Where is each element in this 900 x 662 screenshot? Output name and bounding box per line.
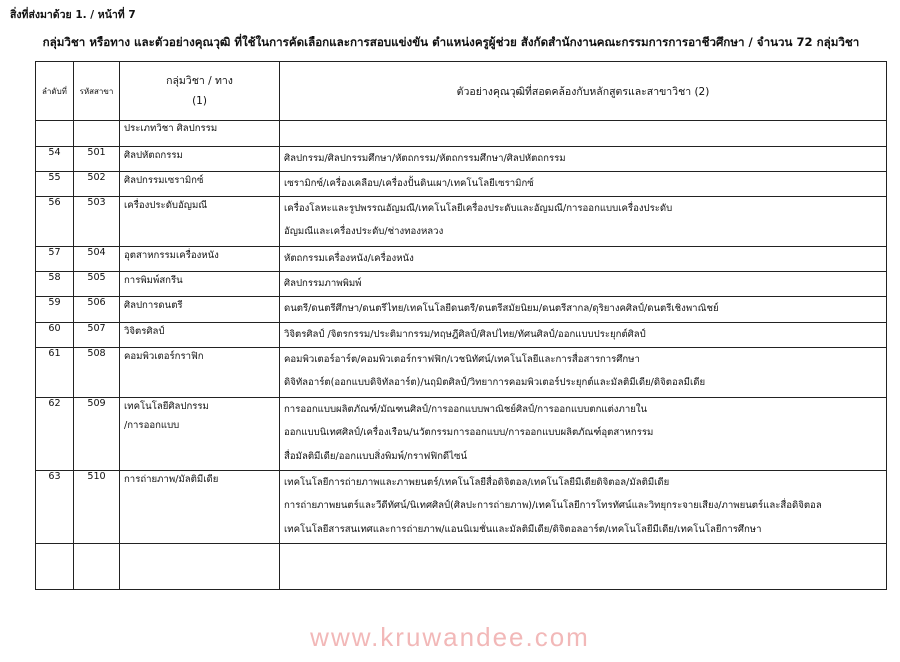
row-code: 503 — [74, 197, 120, 247]
qualification-table — [35, 61, 887, 590]
group-line: วิจิตรศิลป์ — [124, 326, 165, 337]
row-examples — [280, 247, 887, 272]
row-examples — [280, 147, 887, 172]
empty-cell — [120, 544, 280, 590]
empty-cell — [280, 544, 887, 590]
group-line: เทคโนโลยีศิลปกรรม — [124, 401, 209, 412]
example-line: ศิลปกรรม/ศิลปกรรมศึกษา/หัตถกรรม/หัตถกรรมศึกษา/ศิลปหัตถกรรม — [284, 153, 566, 164]
group-line: เครื่องประดับอัญมณี — [124, 200, 208, 211]
header-group-label: กลุ่มวิชา / ทาง — [166, 75, 233, 87]
example-line: วิจิตรศิลป์ /จิตรกรรม/ประติมากรรม/ทฤษฎีศิลป์/ศิลปไทย/ทัศนศิลป์/ออกแบบประยุกต์ศิลป์ — [284, 329, 646, 340]
table-row — [36, 147, 887, 172]
row-order: 62 — [36, 398, 74, 471]
row-order: 54 — [36, 147, 74, 172]
watermark: www.kruwandee.com — [310, 622, 590, 652]
row-code: 510 — [74, 471, 120, 544]
example-line: เทคโนโลยีการถ่ายภาพและภาพยนตร์/เทคโนโลยีสื่อดิจิตอล/เทคโนโลยีมีเดียดิจิตอล/มัลติมีเดีย — [284, 477, 670, 488]
header-code: รหัสสาขา — [74, 62, 120, 121]
row-examples — [280, 471, 887, 544]
row-examples — [280, 297, 887, 323]
row-code: 502 — [74, 172, 120, 197]
header-examples: ตัวอย่างคุณวุฒิที่สอดคล้องกับหลักสูตรและสาขาวิชา (2) — [280, 62, 887, 121]
example-line: เซรามิกซ์/เครื่องเคลือบ/เครื่องปั้นดินเผา/เทคโนโลยีเซรามิกซ์ — [284, 178, 534, 189]
row-code: 501 — [74, 147, 120, 172]
row-code: 504 — [74, 247, 120, 272]
header-group — [120, 62, 280, 121]
header-order: ลำดับที่ — [36, 62, 74, 121]
row-order: 55 — [36, 172, 74, 197]
row-group — [120, 172, 280, 197]
group-line: ศิลปกรรมเซรามิกซ์ — [124, 175, 204, 186]
table-row — [36, 398, 887, 471]
example-line: การออกแบบผลิตภัณฑ์/มัณฑนศิลป์/การออกแบบพาณิชย์ศิลป์/การออกแบบตกแต่งภายใน — [284, 404, 648, 415]
example-line: คอมพิวเตอร์อาร์ต/คอมพิวเตอร์กราฟฟิก/เวชนิทัศน์/เทคโนโลยีและการสื่อสารการศึกษา — [284, 354, 640, 365]
category-label: ประเภทวิชา ศิลปกรรม — [120, 121, 280, 147]
document-title: กลุ่มวิชา หรือทาง และตัวอย่างคุณวุฒิ ที่ใช้ในการคัดเลือกและการสอบแข่งขัน ตำแหน่งครูผู้ช่วย สังกัดสำนักงานคณะกรรมการการอาชีวศึกษา / จำนวน 72 กลุ่มวิชา — [42, 35, 860, 49]
row-examples — [280, 272, 887, 297]
group-line: ศิลปการดนตรี — [124, 300, 183, 311]
table-row — [36, 272, 887, 297]
category-order-cell — [36, 121, 74, 147]
row-examples — [280, 197, 887, 247]
row-examples — [280, 398, 887, 471]
row-group — [120, 398, 280, 471]
table-row — [36, 172, 887, 197]
row-examples — [280, 323, 887, 348]
group-line: คอมพิวเตอร์กราฟิก — [124, 351, 204, 362]
group-line: การถ่ายภาพ/มัลติมีเดีย — [124, 474, 219, 485]
row-order: 57 — [36, 247, 74, 272]
row-group — [120, 297, 280, 323]
header-group-note: (1) — [192, 95, 207, 107]
example-line: หัตถกรรมเครื่องหนัง/เครื่องหนัง — [284, 253, 414, 264]
row-group — [120, 147, 280, 172]
row-group — [120, 247, 280, 272]
example-line: ดิจิทัลอาร์ต(ออกแบบดิจิทัลอาร์ต)/นฤมิตศิลป์/วิทยาการคอมพิวเตอร์ประยุกต์และมัลติมีเดีย/ดิจิตอลมีเดีย — [284, 377, 706, 388]
row-code: 507 — [74, 323, 120, 348]
table-row — [36, 197, 887, 247]
empty-cell — [36, 544, 74, 590]
row-group — [120, 272, 280, 297]
page-reference: สิ่งที่ส่งมาด้วย 1. / หน้าที่ 7 — [10, 9, 136, 21]
table-row — [36, 247, 887, 272]
row-order: 60 — [36, 323, 74, 348]
group-line: อุตสาหกรรมเครื่องหนัง — [124, 250, 219, 261]
row-group — [120, 348, 280, 398]
table-row — [36, 471, 887, 544]
example-line: สื่อมัลติมีเดีย/ออกแบบสิ่งพิมพ์/กราฟฟิกดีไซน์ — [284, 451, 468, 462]
empty-row — [36, 544, 887, 590]
example-line: ออกแบบนิเทศศิลป์/เครื่องเรือน/นวัตกรรมการออกแบบ/การออกแบบผลิตภัณฑ์อุตสาหกรรม — [284, 427, 654, 438]
example-line: การถ่ายภาพยนตร์และวีดีทัศน์/นิเทศศิลป์(ศิลปะการถ่ายภาพ)/เทคโนโลยีการโทรทัศน์และวิทยุกระจายเสียง/ภาพยนตร์และสื่อดิจิตอล — [284, 500, 822, 511]
category-row — [36, 121, 887, 147]
row-code: 505 — [74, 272, 120, 297]
row-examples — [280, 172, 887, 197]
row-code: 506 — [74, 297, 120, 323]
row-order: 56 — [36, 197, 74, 247]
row-group — [120, 471, 280, 544]
example-line: เทคโนโลยีสารสนเทศและการถ่ายภาพ/แอนนิเมชั่นและมัลติมีเดีย/ดิจิตอลอาร์ต/เทคโนโลยีมีเดีย/เทคโนโลยีการศึกษา — [284, 524, 762, 535]
example-line: ดนตรี/ดนตรีศึกษา/ดนตรีไทย/เทคโนโลยีดนตรี/ดนตรีสมัยนิยม/ดนตรีสากล/ดุริยางคศิลป์/ดนตรีเชิงพาณิชย์ — [284, 303, 719, 314]
row-group — [120, 323, 280, 348]
row-order: 58 — [36, 272, 74, 297]
header-row — [36, 62, 887, 121]
category-code-cell — [74, 121, 120, 147]
example-line: อัญมณีและเครื่องประดับ/ช่างทองหลวง — [284, 226, 444, 237]
group-line: การพิมพ์สกรีน — [124, 275, 183, 286]
row-code: 509 — [74, 398, 120, 471]
row-group — [120, 197, 280, 247]
row-code: 508 — [74, 348, 120, 398]
row-examples — [280, 348, 887, 398]
example-line: เครื่องโลหะและรูปพรรณอัญมณี/เทคโนโลยีเครื่องประดับและอัญมณี/การออกแบบเครื่องประดับ — [284, 203, 673, 214]
table-row — [36, 348, 887, 398]
group-line: /การออกแบบ — [124, 420, 180, 431]
category-examples-cell — [280, 121, 887, 147]
row-order: 61 — [36, 348, 74, 398]
row-order: 59 — [36, 297, 74, 323]
empty-cell — [74, 544, 120, 590]
row-order: 63 — [36, 471, 74, 544]
table-row — [36, 323, 887, 348]
table-row — [36, 297, 887, 323]
group-line: ศิลปหัตถกรรม — [124, 150, 183, 161]
example-line: ศิลปกรรมภาพพิมพ์ — [284, 278, 362, 289]
